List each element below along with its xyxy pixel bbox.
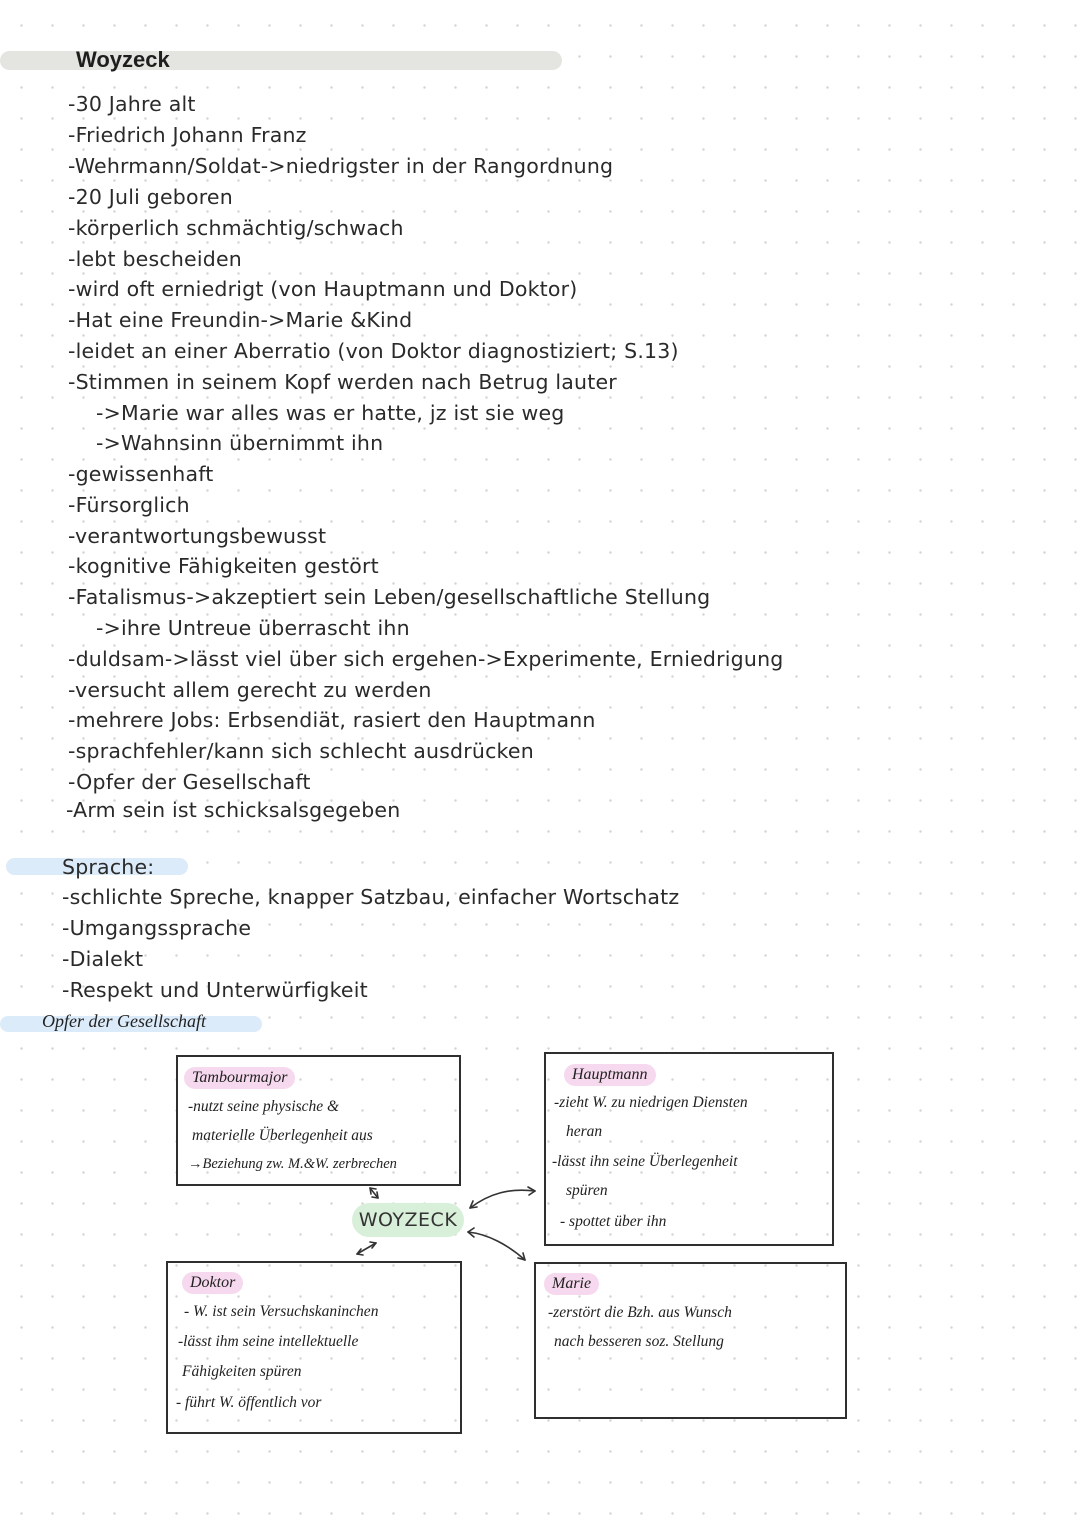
trait-line: -duldsam->lässt viel über sich ergehen->Experimente, Erniedrigung (68, 647, 784, 671)
sprache-heading: Sprache: (62, 855, 155, 879)
marie-line: -zerstört die Bzh. aus Wunsch (548, 1304, 732, 1321)
doktor-box (166, 1261, 462, 1434)
trait-line: -gewissenhaft (68, 462, 214, 486)
trait-line: -wird oft erniedrigt (von Hauptmann und Doktor) (68, 277, 578, 301)
trait-line: -20 Juli geboren (68, 185, 233, 209)
tambourmajor-line: →Beziehung zw. M.&W. zerbrechen (188, 1156, 397, 1172)
sprache-item: -Dialekt (62, 947, 144, 971)
hauptmann-line: heran (566, 1123, 603, 1140)
sprache-item: -Respekt und Unterwürfigkeit (62, 978, 368, 1002)
hauptmann-line: - spottet über ihn (560, 1213, 667, 1230)
trait-line: -lebt bescheiden (68, 247, 242, 271)
trait-line: -versucht allem gerecht zu werden (68, 678, 432, 702)
doktor-label: Doktor (182, 1272, 243, 1294)
trait-line: -körperlich schmächtig/schwach (68, 216, 404, 240)
doktor-line: Fähigkeiten spüren (182, 1363, 302, 1380)
arrow-marie (468, 1232, 525, 1260)
marie-line: nach besseren soz. Stellung (554, 1333, 724, 1350)
trait-line: -Arm sein ist schicksalsgegeben (66, 798, 401, 822)
woyzeck-center-node: WOYZECK (352, 1203, 464, 1237)
trait-line: -kognitive Fähigkeiten gestört (68, 554, 379, 578)
sprache-item: -Umgangssprache (62, 916, 252, 940)
trait-line: -verantwortungsbewusst (68, 524, 327, 548)
trait-line: -Wehrmann/Soldat->niedrigster in der Rangordnung (68, 154, 614, 178)
trait-subline: ->Marie war alles was er hatte, jz ist sie weg (96, 401, 565, 425)
trait-line: -Stimmen in seinem Kopf werden nach Betrug lauter (68, 370, 617, 394)
trait-line: -sprachfehler/kann sich schlecht ausdrücken (68, 739, 534, 763)
hauptmann-line: spüren (566, 1182, 608, 1199)
sprache-item: -schlichte Spreche, knapper Satzbau, einfacher Wortschatz (62, 885, 680, 909)
trait-line: -Friedrich Johann Franz (68, 123, 307, 147)
doktor-line: - führt W. öffentlich vor (176, 1394, 322, 1411)
tambourmajor-label: Tambourmajor (184, 1067, 295, 1089)
trait-line: -Opfer der Gesellschaft (68, 770, 311, 794)
trait-line: -leidet an einer Aberratio (von Doktor diagnostiziert; S.13) (68, 339, 679, 363)
trait-line: -30 Jahre alt (68, 92, 196, 116)
trait-subline: ->Wahnsinn übernimmt ihn (96, 431, 384, 455)
marie-label: Marie (544, 1273, 599, 1295)
trait-subline: ->ihre Untreue überrascht ihn (96, 616, 410, 640)
trait-line: -Hat eine Freundin->Marie &Kind (68, 308, 413, 332)
doktor-line: -lässt ihm seine intellektuelle (178, 1333, 359, 1350)
hauptmann-label: Hauptmann (564, 1064, 656, 1086)
marie-box (534, 1262, 847, 1419)
page-title: Woyzeck (76, 47, 170, 72)
arrow-doktor (357, 1243, 376, 1254)
hauptmann-line: -lässt ihn seine Überlegenheit (552, 1153, 738, 1170)
hauptmann-box (544, 1052, 834, 1246)
tambourmajor-box (176, 1055, 461, 1186)
trait-line: -mehrere Jobs: Erbsendiät, rasiert den Hauptmann (68, 708, 596, 732)
trait-line: -Fatalismus->akzeptiert sein Leben/gesellschaftliche Stellung (68, 585, 711, 609)
trait-line: -Fürsorglich (68, 493, 190, 517)
arrow-hauptmann (470, 1190, 535, 1208)
tambourmajor-line: materielle Überlegenheit aus (192, 1127, 373, 1144)
tambourmajor-line: -nutzt seine physische & (188, 1098, 340, 1115)
doktor-line: - W. ist sein Versuchskaninchen (184, 1303, 379, 1320)
hauptmann-line: -zieht W. zu niedrigen Diensten (554, 1094, 748, 1111)
opfer-heading: Opfer der Gesellschaft (42, 1011, 206, 1031)
